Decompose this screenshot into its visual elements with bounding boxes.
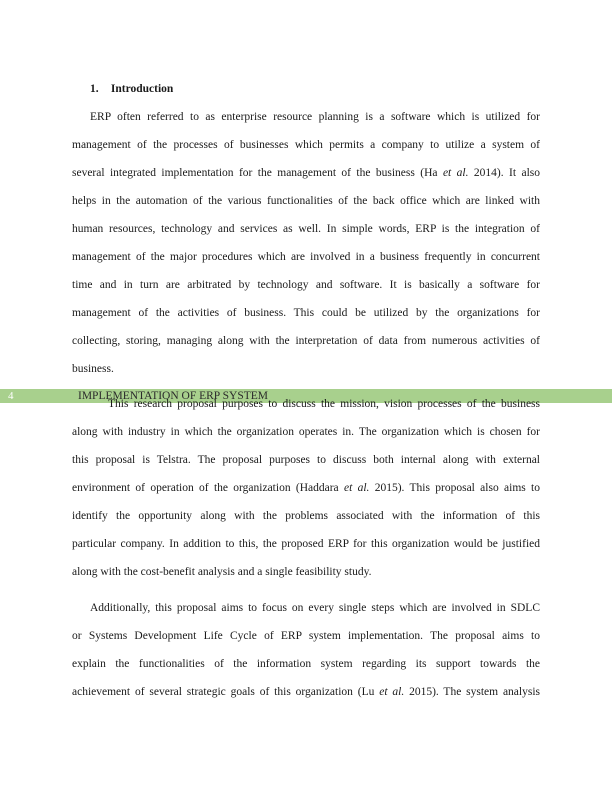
running-title: IMPLEMENTATION OF ERP SYSTEM xyxy=(78,390,269,402)
paragraph-line: management of the processes of businesses which permits a company to utilize a system of xyxy=(72,139,540,151)
section-heading xyxy=(90,83,173,95)
paragraph-line: explain the functionalities of the information system regarding its support towards the xyxy=(72,658,540,670)
paragraph-line: helps in the automation of the various functionalities of the back office which are linked with xyxy=(72,195,540,207)
paragraph-line: this proposal is Telstra. The proposal purposes to discuss both internal along with external xyxy=(72,454,540,466)
paragraph-line: environment of operation of the organization (Haddara et al. 2015). This proposal also aims to xyxy=(72,482,540,494)
paragraph-line: several integrated implementation for the management of the business (Ha et al. 2014). It also xyxy=(72,167,540,179)
section-title: Introduction xyxy=(110,83,174,95)
page-number: 4 xyxy=(8,390,14,402)
paragraph-line: Additionally, this proposal aims to focus on every single steps which are involved in SDLC xyxy=(90,602,540,614)
paragraph-line: ERP often referred to as enterprise resource planning is a software which is utilized for xyxy=(90,111,540,123)
paragraph-line: collecting, storing, managing along with the interpretation of data from numerous activities of xyxy=(72,335,540,347)
paragraph-line: business. xyxy=(72,363,114,375)
paragraph-line: or Systems Development Life Cycle of ERP system implementation. The proposal aims to xyxy=(72,630,540,642)
paragraph-line: This research proposal purposes to discuss the mission, vision processes of the business xyxy=(108,398,540,410)
paragraph-line: identify the opportunity along with the problems associated with the information of this xyxy=(72,510,540,522)
paragraph-line: management of the activities of business. This could be utilized by the organizations for xyxy=(72,307,540,319)
paragraph-line: along with industry in which the organization operates in. The organization which is chosen for xyxy=(72,426,540,438)
paragraph-line: time and in turn are arbitrated by technology and software. It is basically a software for xyxy=(72,279,540,291)
paragraph-line: along with the cost-benefit analysis and a single feasibility study. xyxy=(72,566,372,578)
paragraph-line: particular company. In addition to this, the proposed ERP for this organization would be justified xyxy=(72,538,540,550)
paragraph-line: human resources, technology and services as well. In simple words, ERP is the integration of xyxy=(72,223,540,235)
paragraph-line: management of the major procedures which are involved in a business frequently in concurrent xyxy=(72,251,540,263)
paragraph-line: achievement of several strategic goals of this organization (Lu et al. 2015). The system analysis xyxy=(72,686,541,698)
section-number: 1. xyxy=(90,83,99,95)
